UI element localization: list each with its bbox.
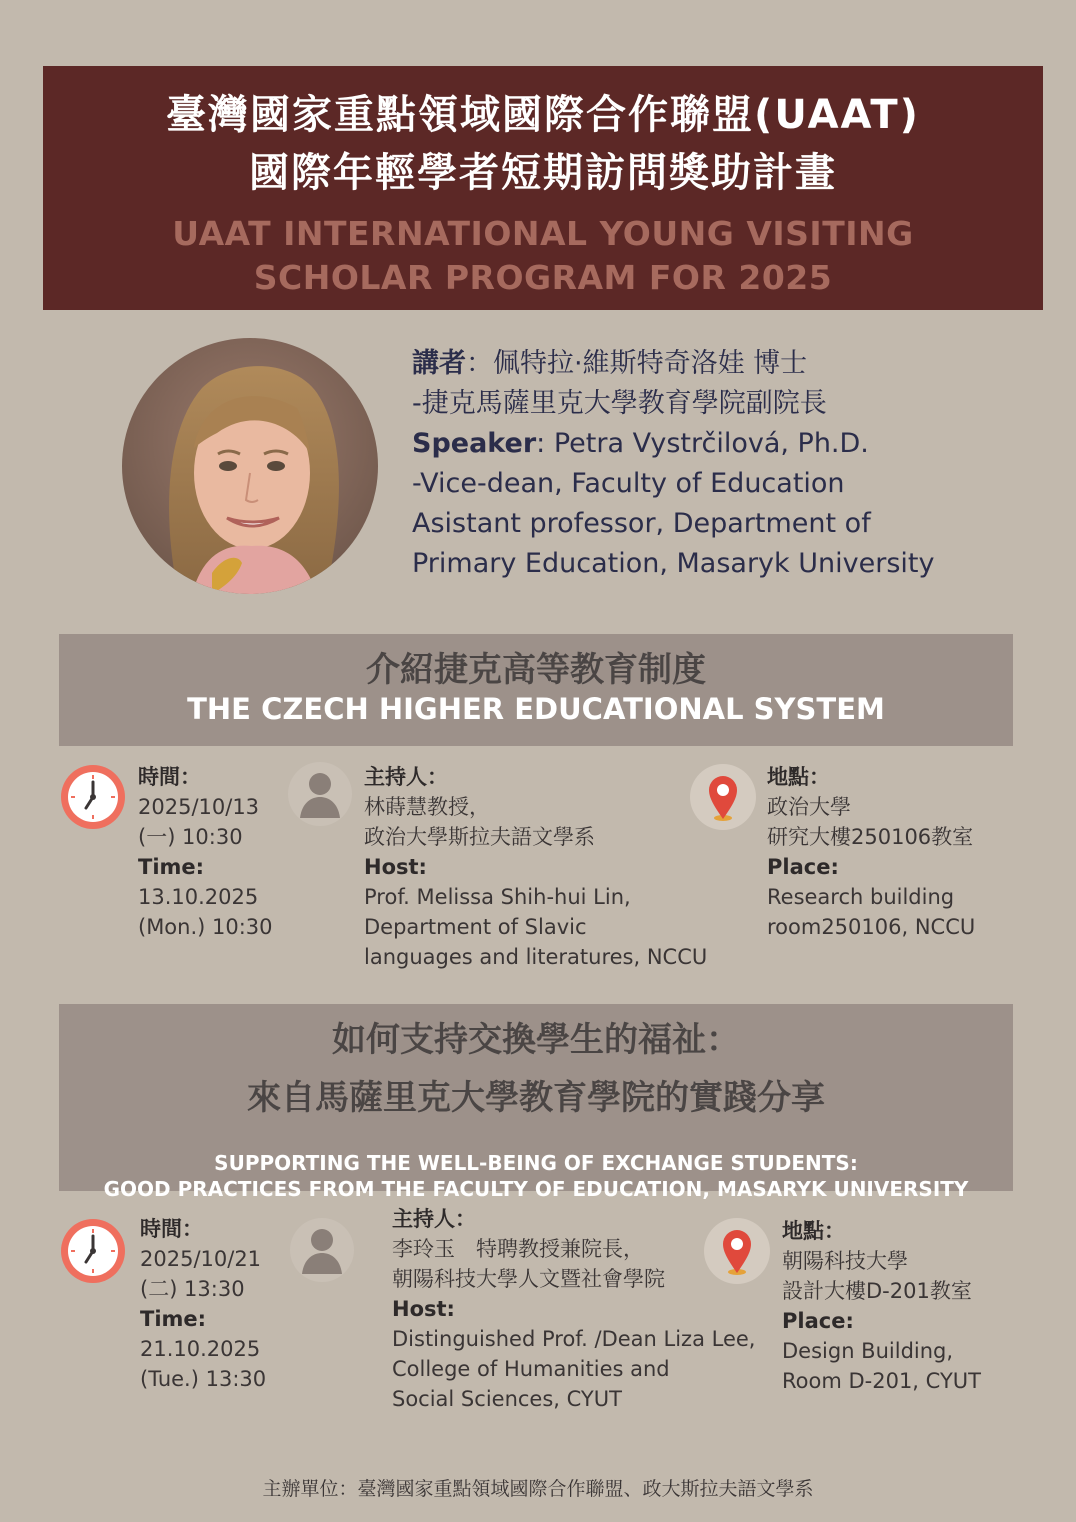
person-icon bbox=[288, 762, 352, 826]
host-en-dept-2: languages and literatures, NCCU bbox=[364, 945, 708, 969]
place-en-1: Research building bbox=[767, 885, 955, 909]
session-2-topic-bar bbox=[59, 1004, 1013, 1201]
session-2-host bbox=[392, 1204, 755, 1414]
title-zh-line-1: 臺灣國家重點領域國際合作聯盟(UAAT) bbox=[166, 92, 920, 138]
place-zh-1: 政治大學 bbox=[767, 795, 851, 819]
host-label-zh: 主持人： bbox=[364, 765, 448, 789]
place-zh-1: 朝陽科技大學 bbox=[782, 1249, 908, 1273]
session-1-topic-bar bbox=[59, 634, 1013, 746]
host-zh-dept: 政治大學斯拉夫語文學系 bbox=[364, 825, 595, 849]
host-en-dept-1: Department of Slavic bbox=[364, 915, 587, 939]
place-en-1: Design Building, bbox=[782, 1339, 954, 1363]
title-en-line-1: UAAT INTERNATIONAL YOUNG VISITING bbox=[172, 214, 914, 253]
time-en-date: 13.10.2025 bbox=[138, 885, 259, 909]
host-en-dept-1: College of Humanities and bbox=[392, 1357, 670, 1381]
host-zh-name: 李玲玉 特聘教授兼院長， bbox=[392, 1237, 644, 1261]
host-label-en: Host: bbox=[392, 1297, 455, 1321]
host-label-zh: 主持人： bbox=[392, 1207, 476, 1231]
place-label-zh: 地點： bbox=[782, 1219, 845, 1243]
clock-icon bbox=[60, 1218, 126, 1284]
session-2-time bbox=[140, 1214, 266, 1394]
speaker-title-en-1: -Vice-dean, Faculty of Education bbox=[412, 468, 845, 499]
speaker-label-zh: 講者 bbox=[412, 348, 466, 379]
title-en-line-2: SCHOLAR PROGRAM FOR 2025 bbox=[253, 258, 833, 297]
host-en-dept-2: Social Sciences, CYUT bbox=[392, 1387, 622, 1411]
speaker-name-zh-text: ：佩特拉·維斯特奇洛娃 博士 bbox=[466, 348, 808, 379]
speaker-label-en: Speaker bbox=[412, 428, 537, 459]
speaker-name-en bbox=[412, 424, 1052, 464]
time-label-en: Time: bbox=[140, 1307, 207, 1331]
time-zh-date: 2025/10/13 bbox=[138, 795, 260, 819]
place-en-2: Room D-201, CYUT bbox=[782, 1369, 981, 1393]
speaker-name-zh bbox=[412, 344, 1052, 384]
place-label-zh: 地點： bbox=[767, 765, 830, 789]
speaker-portrait bbox=[122, 338, 378, 594]
session-2-place bbox=[782, 1216, 981, 1396]
session-1-time bbox=[138, 762, 273, 942]
place-en-2: room250106, NCCU bbox=[767, 915, 976, 939]
session-2-topic-en-1: SUPPORTING THE WELL-BEING OF EXCHANGE STUDENTS: bbox=[214, 1151, 858, 1175]
session-1-place bbox=[767, 762, 975, 942]
place-zh-2: 研究大樓250106教室 bbox=[767, 825, 974, 849]
speaker-title-en-3: Primary Education, Masaryk University bbox=[412, 548, 935, 579]
host-label-en: Host: bbox=[364, 855, 427, 879]
time-en-hour: (Mon.) 10:30 bbox=[138, 915, 273, 939]
session-1-topic-en: THE CZECH HIGHER EDUCATIONAL SYSTEM bbox=[187, 692, 885, 726]
time-en-date: 21.10.2025 bbox=[140, 1337, 261, 1361]
person-icon bbox=[290, 1218, 354, 1282]
place-zh-2: 設計大樓D-201教室 bbox=[782, 1279, 972, 1303]
host-en-name: Prof. Melissa Shih-hui Lin, bbox=[364, 885, 631, 909]
header-banner bbox=[43, 66, 1043, 310]
time-label-zh: 時間： bbox=[140, 1217, 203, 1241]
time-label-en: Time: bbox=[138, 855, 205, 879]
session-1-host bbox=[364, 762, 707, 972]
speaker-title-zh: -捷克馬薩里克大學教育學院副院長 bbox=[412, 388, 827, 419]
place-label-en: Place: bbox=[767, 855, 839, 879]
session-2-topic-en-2: GOOD PRACTICES FROM THE FACULTY OF EDUCATION, MASARYK UNIVERSITY bbox=[103, 1177, 969, 1201]
time-en-hour: (Tue.) 13:30 bbox=[140, 1367, 267, 1391]
time-zh-hour: (二) 13:30 bbox=[140, 1277, 245, 1301]
title-zh-line-2: 國際年輕學者短期訪問獎助計畫 bbox=[249, 150, 837, 196]
host-zh-dept: 朝陽科技大學人文暨社會學院 bbox=[392, 1267, 665, 1291]
session-2-topic-zh-2: 來自馬薩里克大學教育學院的實踐分享 bbox=[247, 1078, 825, 1118]
session-2-topic-zh-1: 如何支持交換學生的福祉： bbox=[332, 1020, 740, 1060]
speaker-title-en-2: Asistant professor, Department of bbox=[412, 508, 871, 539]
host-en-name: Distinguished Prof. /Dean Liza Lee, bbox=[392, 1327, 756, 1351]
speaker-name-en-text: : Petra Vystrčilová, Ph.D. bbox=[536, 428, 869, 459]
session-1-topic-zh: 介紹捷克高等教育制度 bbox=[366, 650, 706, 690]
place-label-en: Place: bbox=[782, 1309, 854, 1333]
time-zh-date: 2025/10/21 bbox=[140, 1247, 262, 1271]
time-zh-hour: (一) 10:30 bbox=[138, 825, 243, 849]
speaker-info bbox=[412, 344, 1052, 584]
organizers-footer: 主辦單位：臺灣國家重點領域國際合作聯盟、政大斯拉夫語文學系 bbox=[262, 1478, 814, 1500]
clock-icon bbox=[60, 764, 126, 830]
host-zh-name: 林蒔慧教授， bbox=[364, 795, 490, 819]
time-label-zh: 時間： bbox=[138, 765, 201, 789]
